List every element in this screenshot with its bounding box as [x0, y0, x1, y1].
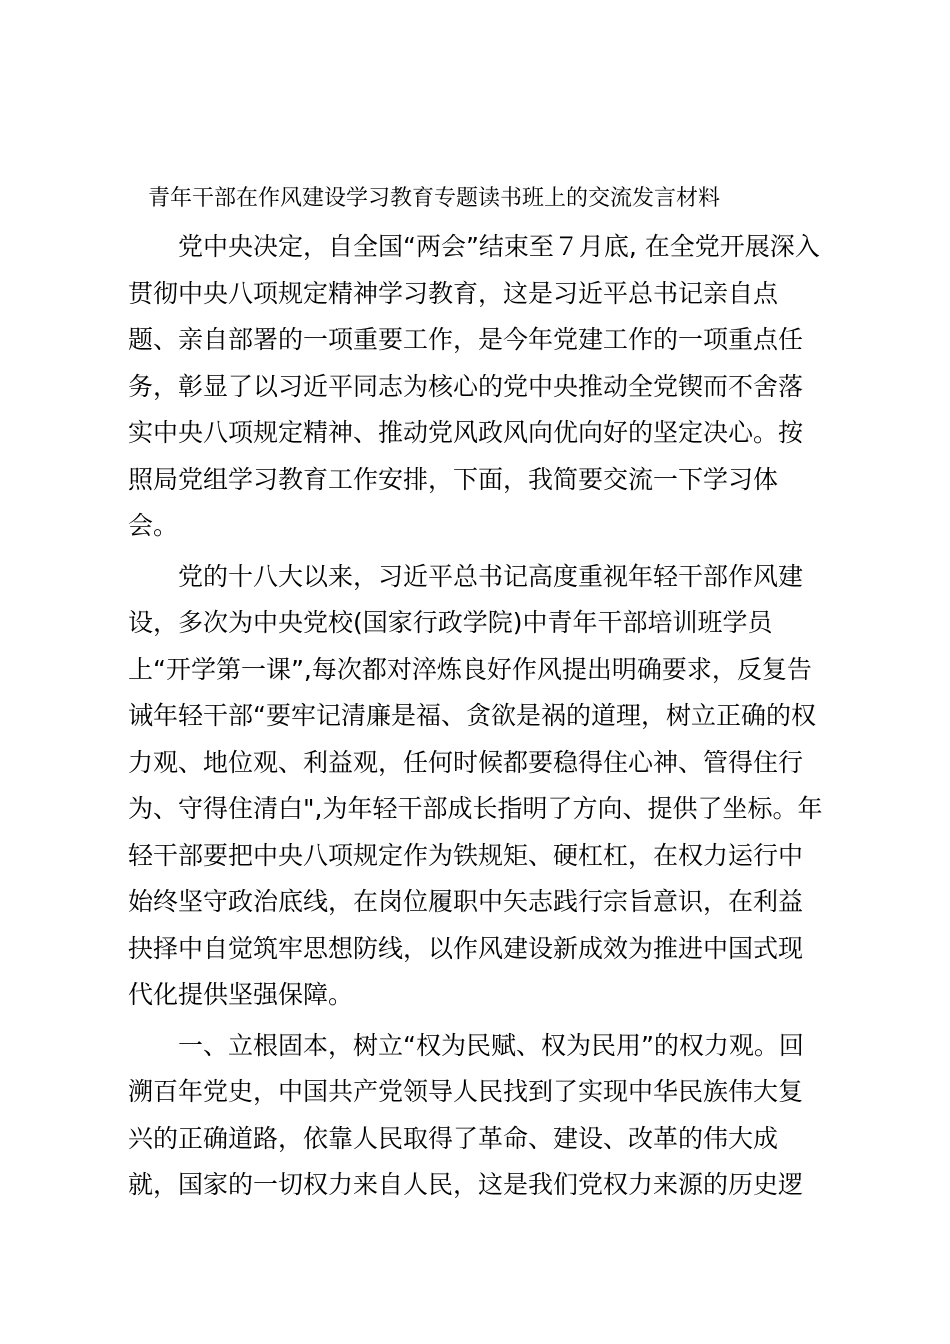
- paragraph-section-one: 一、立根固本，树立“权为民赋、权为民用”的权力观。回溯百年党史，中国共产党领导人民找到了实现中华民族伟大复兴的正确道路，依靠人民取得了革命、建设、改革的伟大成就，国家的一切权力来自人民，这是我们党权力来源的历史逻: [128, 1030, 804, 1199]
- paragraph-intro: 党中央决定，自全国“两会”结束至７月底, 在全党开展深入贯彻中央八项规定精神学习教育，这是习近平总书记亲自点题、亲自部署的一项重要工作，是今年党建工作的一项重点任务，彰显了以习近平同志为核心的党中央推动全党锲而不舍落实中央八项规定精神、推动党风政风向优向好的坚定决心。按照局党组学习教育工作安排，下面，我简要交流一下学习体会。: [128, 232, 820, 540]
- document-title: 青年干部在作风建设学习教育专题读书班上的交流发言材料: [148, 186, 721, 211]
- document-body: [128, 224, 824, 1209]
- paragraph-background: 党的十八大以来，习近平总书记高度重视年轻干部作风建设，多次为中央党校(国家行政学院)中青年干部培训班学员上“开学第一课”,每次都对淬炼良好作风提出明确要求，反复告诫年轻干部“要牢记清廉是福、贪欲是祸的道理，树立正确的权力观、地位观、利益观，任何时候都要稳得住心神、管得住行为、守得住清白",为年轻干部成长指明了方向、提供了坐标。年轻干部要把中央八项规定作为铁规矩、硬杠杠，在权力运行中始终坚守政治底线，在岗位履职中矢志践行宗旨意识，在利益抉择中自觉筑牢思想防线，以作风建设新成效为推进中国式现代化提供坚强保障。: [128, 561, 823, 1009]
